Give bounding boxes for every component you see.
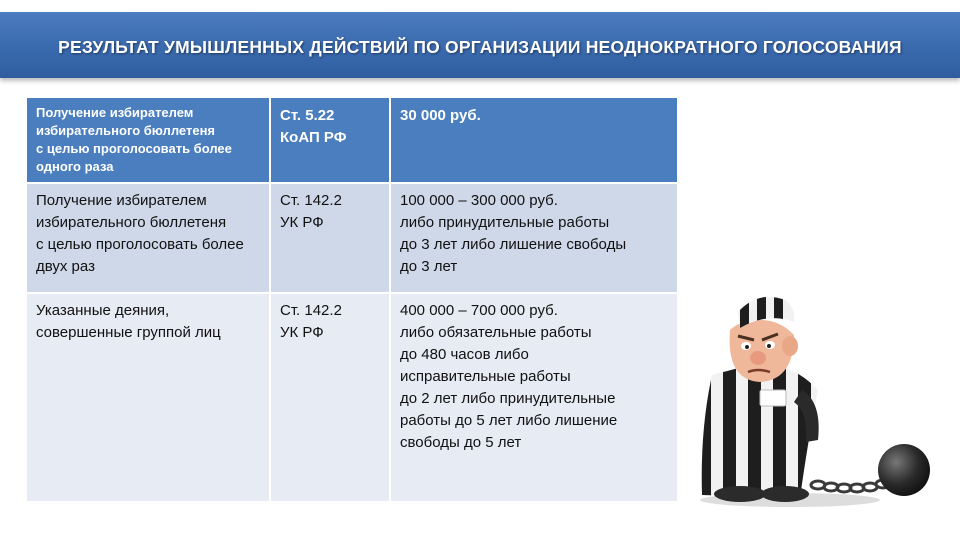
title-bar (0, 12, 960, 78)
cell-line: 100 000 – 300 000 руб. (400, 192, 558, 209)
cell-line: УК РФ (280, 324, 324, 341)
penalty-cell (390, 183, 678, 293)
cell-line: либо обязательные работы (400, 324, 592, 341)
penalties-table (25, 96, 679, 503)
article-cell (270, 97, 390, 183)
cell-line: КоАП РФ (280, 129, 347, 146)
cell-line: с целью проголосовать более (36, 141, 232, 156)
cell-line: Ст. 142.2 (280, 192, 342, 209)
cell-line: избирательного бюллетеня (36, 214, 227, 231)
cell-line: Получение избирателем (36, 105, 194, 120)
cell-line: двух раз (36, 258, 95, 275)
article-cell (270, 293, 390, 502)
cell-line: одного раза (36, 159, 114, 174)
cell-line: исправительные работы (400, 368, 571, 385)
cell-line: до 3 лет (400, 258, 458, 275)
cell-line: либо принудительные работы (400, 214, 610, 231)
cell-line: избирательного бюллетеня (36, 123, 216, 138)
cell-line: работы до 5 лет либо лишение (400, 412, 618, 429)
table-row (26, 183, 678, 293)
action-cell (26, 293, 270, 502)
prisoner-with-ball-and-chain-icon (690, 290, 940, 510)
cell-line: до 480 часов либо (400, 346, 529, 363)
cell-line: Ст. 5.22 (280, 107, 335, 124)
cell-line: с целью проголосовать более (36, 236, 244, 253)
penalty-cell (390, 97, 678, 183)
cell-line: свободы до 5 лет (400, 434, 522, 451)
action-cell (26, 97, 270, 183)
action-cell (26, 183, 270, 293)
cell-line: 400 000 – 700 000 руб. (400, 302, 558, 319)
cell-line: 30 000 руб. (400, 107, 481, 124)
cell-line: Указанные деяния, (36, 302, 170, 319)
table-row (26, 293, 678, 502)
penalty-cell (390, 293, 678, 502)
slide-title: РЕЗУЛЬТАТ УМЫШЛЕННЫХ ДЕЙСТВИЙ ПО ОРГАНИЗАЦИИ НЕОДНОКРАТНОГО ГОЛОСОВАНИЯ (58, 36, 902, 57)
article-cell (270, 183, 390, 293)
table-row (26, 97, 678, 183)
cell-line: УК РФ (280, 214, 324, 231)
cell-line: до 3 лет либо лишение свободы (400, 236, 627, 253)
cell-line: Ст. 142.2 (280, 302, 342, 319)
cell-line: совершенные группой лиц (36, 324, 221, 341)
cell-line: Получение избирателем (36, 192, 207, 209)
cell-line: до 2 лет либо принудительные (400, 390, 616, 407)
